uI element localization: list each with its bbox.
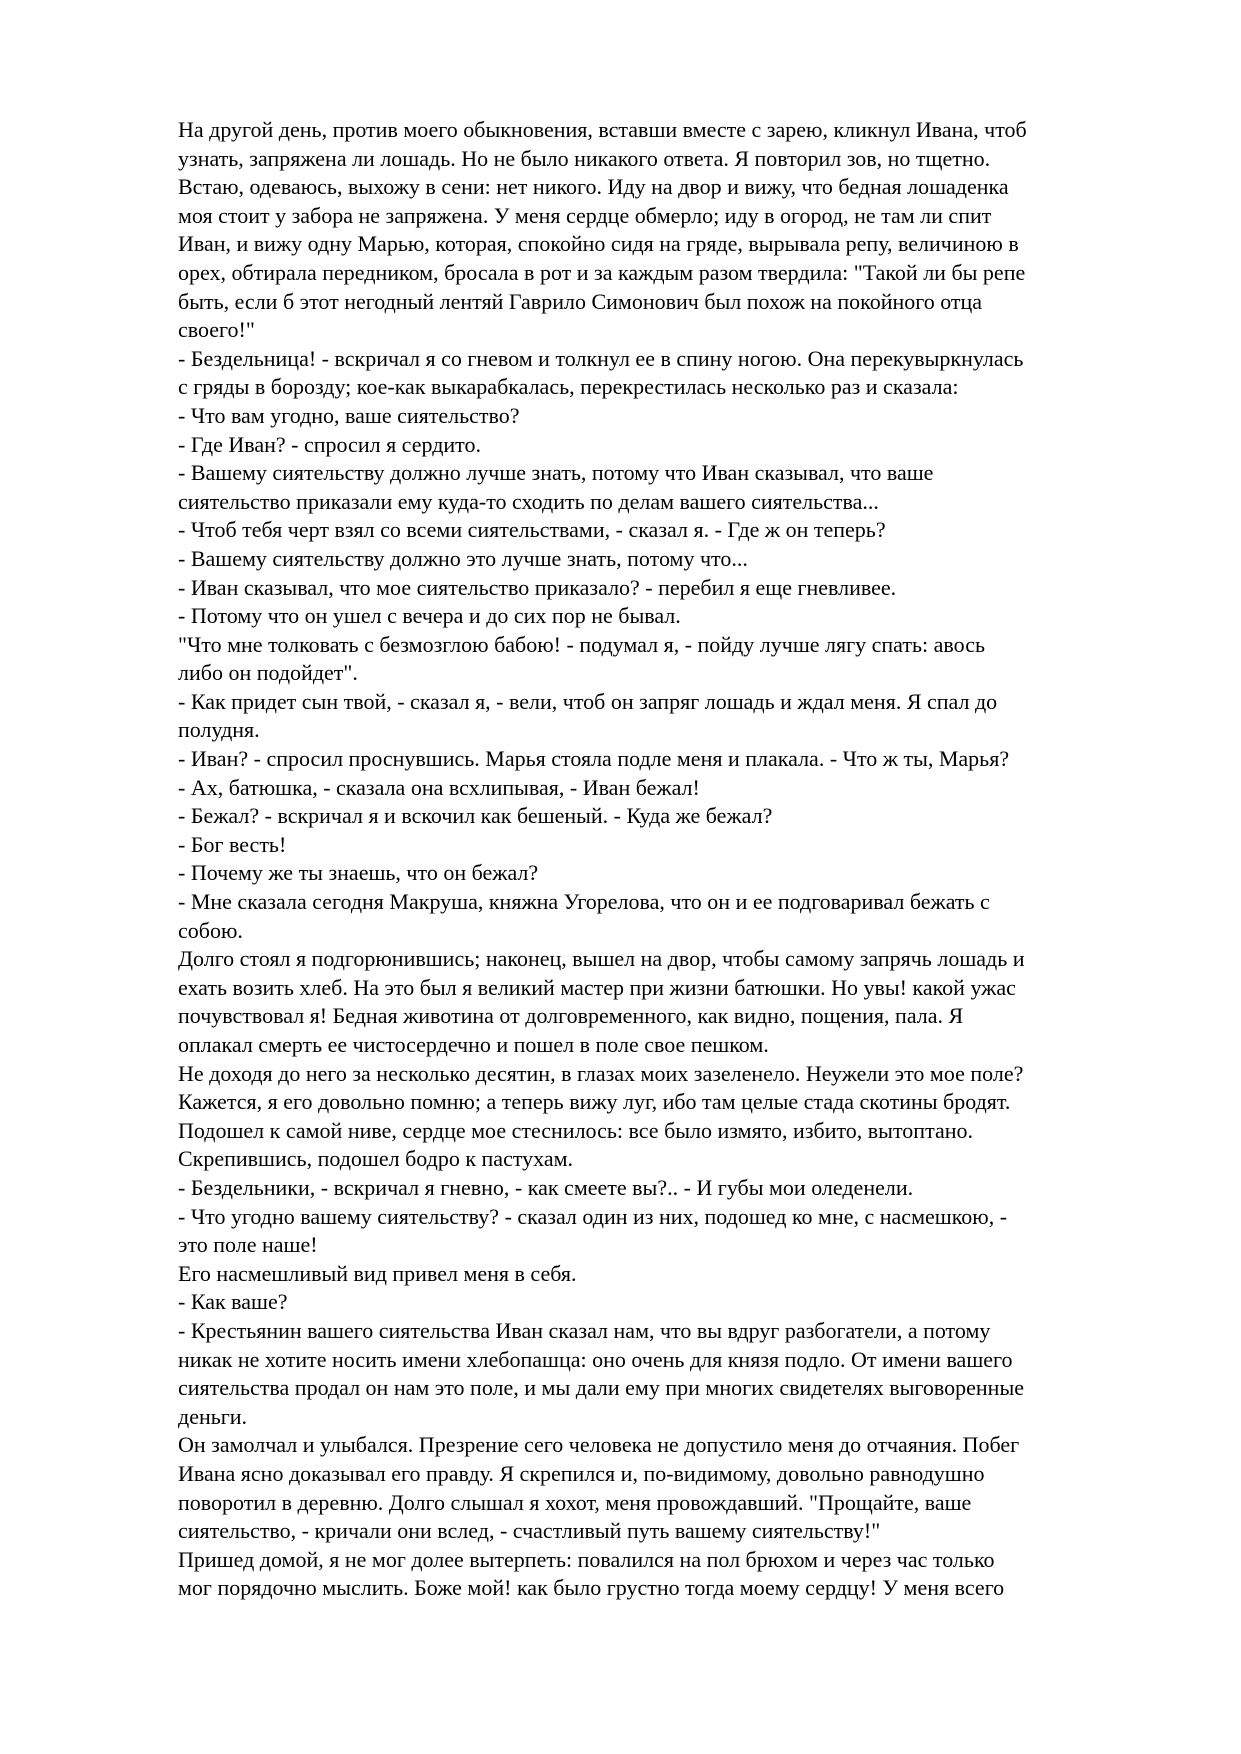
document-body [178,116,1143,1603]
paragraph [178,459,1143,516]
text-line: Долго стоял я подгорюнившись; наконец, вышел на двор, чтобы самому запрячь лошадь и [178,946,1025,972]
text-line: Ивана ясно доказывал его правду. Я скрепился и, по-видимому, довольно равнодушно [178,1460,985,1486]
text-line: - Бог весть! [178,831,287,857]
text-line: почувствовал я! Бедная животина от долговременного, как видно, пощения, пала. Я [178,1003,964,1029]
text-line: - Как ваше? [178,1289,288,1315]
text-line: собою. [178,917,243,943]
text-line: быть, если б этот негодный лентяй Гаврило Симонович был похож на покойного отца [178,288,983,314]
text-line: ехать возить хлеб. На это был я великий мастер при жизни батюшки. Но увы! какой ужас [178,974,1016,1000]
paragraph [178,431,1143,460]
text-line: орех, обтирала передником, бросала в рот и за каждым разом твердила: "Такой ли бы репе [178,259,1026,285]
text-line: сиятельства продал он нам это поле, и мы дали ему при многих свидетелях выговоренные [178,1375,1024,1401]
paragraph [178,888,1143,945]
text-line: На другой день, против моего обыкновения, вставши вместе с зарею, кликнул Ивана, чтоб [178,117,1027,142]
text-line: Не доходя до него за несколько десятин, в глазах моих зазеленело. Неужели это мое поле? [178,1060,1024,1086]
text-line: "Что мне толковать с безмозглою бабою! - подумал я, - пойду лучше лягу спать: авось [178,631,985,657]
text-line: - Мне сказала сегодня Макруша, княжна Угорелова, что он и ее подговаривал бежать с [178,889,990,915]
text-line: - Крестьянин вашего сиятельства Иван сказал нам, что вы вдруг разбогатели, а потому [178,1317,991,1343]
paragraph [178,631,1143,688]
paragraph [178,602,1143,631]
text-line: полудня. [178,717,260,743]
text-line: сиятельство, - кричали они вслед, - счастливый путь вашему сиятельству!" [178,1518,881,1544]
paragraph [178,1431,1143,1545]
paragraph [178,1203,1143,1260]
text-line: - Ах, батюшка, - сказала она всхлипывая, - Иван бежал! [178,774,700,800]
paragraph [178,831,1143,860]
text-line: - Бездельница! - вскричал я со гневом и толкнул ее в спину ногою. Она перекувыркнулась [178,345,1024,371]
text-line: - Потому что он ушел с вечера и до сих пор не бывал. [178,603,681,629]
text-line: Он замолчал и улыбался. Презрение сего человека не допустило меня до отчаяния. Побег [178,1432,1020,1458]
text-line: - Иван сказывал, что мое сиятельство приказало? - перебил я еще гневливее. [178,574,897,600]
text-line: - Вашему сиятельству должно лучше знать, потому что Иван сказывал, что ваше [178,460,934,486]
text-line: - Вашему сиятельству должно это лучше знать, потому что... [178,545,748,571]
paragraph [178,1288,1143,1317]
paragraph [178,945,1143,1059]
paragraph [178,688,1143,745]
text-line: Кажется, я его довольно помню; а теперь вижу луг, ибо там целые стада скотины бродят. [178,1089,1011,1115]
text-line: Пришед домой, я не мог долее вытерпеть: повалился на пол брюхом и через час только [178,1546,995,1572]
text-line: - Бежал? - вскричал я и вскочил как бешеный. - Куда же бежал? [178,803,773,829]
paragraph [178,1546,1143,1603]
text-line: мог порядочно мыслить. Боже мой! как было грустно тогда моему сердцу! У меня всего [178,1575,1005,1601]
paragraph [178,1260,1143,1289]
text-line: либо он подойдет". [178,660,358,686]
paragraph [178,774,1143,803]
text-line: Скрепившись, подошел бодро к пастухам. [178,1146,574,1172]
text-line: поворотил в деревню. Долго слышал я хохот, меня провождавший. "Прощайте, ваше [178,1489,972,1515]
text-line: - Чтоб тебя черт взял со всеми сиятельствами, - сказал я. - Где ж он теперь? [178,517,886,543]
paragraph [178,1174,1143,1203]
text-line: - Как придет сын твой, - сказал я, - вели, чтоб он запряг лошадь и ждал меня. Я спал до [178,688,998,714]
paragraph [178,745,1143,774]
text-line: узнать, запряжена ли лошадь. Но не было никакого ответа. Я повторил зов, но тщетно. [178,145,991,171]
text-line: - Где Иван? - спросил я сердито. [178,431,481,457]
text-line: - Бездельники, - вскричал я гневно, - как смеете вы?.. - И губы мои оледенели. [178,1174,914,1200]
text-line: моя стоит у забора не запряжена. У меня сердце обмерло; иду в огород, не там ли спит [178,202,992,228]
document-page [178,116,1143,1603]
paragraph [178,516,1143,545]
text-line: - Почему же ты знаешь, что он бежал? [178,860,539,886]
text-line: Встаю, одеваюсь, выхожу в сени: нет никого. Иду на двор и вижу, что бедная лошаденка [178,174,1009,200]
paragraph [178,116,1143,345]
paragraph [178,545,1143,574]
paragraph [178,1317,1143,1431]
paragraph [178,802,1143,831]
paragraph [178,345,1143,402]
text-line: сиятельство приказали ему куда-то сходить по делам вашего сиятельства... [178,488,879,514]
text-line: своего!" [178,317,255,343]
text-line: оплакал смерть ее чистосердечно и пошел в поле свое пешком. [178,1032,769,1057]
text-line: Его насмешливый вид привел меня в себя. [178,1260,577,1286]
text-line: Иван, и вижу одну Марью, которая, спокойно сидя на гряде, вырывала репу, величиною в [178,231,1019,257]
paragraph [178,402,1143,431]
text-line: Подошел к самой ниве, сердце мое стеснилось: все было измято, избито, вытоптано. [178,1117,973,1143]
text-line: это поле наше! [178,1232,318,1258]
text-line: никак не хотите носить имени хлебопашца: оно очень для князя подло. От имени вашего [178,1346,1013,1372]
text-line: деньги. [178,1403,248,1429]
text-line: - Что вам угодно, ваше сиятельство? [178,402,520,428]
text-line: - Иван? - спросил проснувшись. Марья стояла подле меня и плакала. - Что ж ты, Марья? [178,746,1010,772]
paragraph [178,859,1143,888]
text-line: - Что угодно вашему сиятельству? - сказал один из них, подошед ко мне, с насмешкою, - [178,1203,1008,1229]
paragraph [178,574,1143,603]
text-line: с гряды в борозду; кое-как выкарабкалась, перекрестилась несколько раз и сказала: [178,374,959,400]
paragraph [178,1060,1143,1174]
